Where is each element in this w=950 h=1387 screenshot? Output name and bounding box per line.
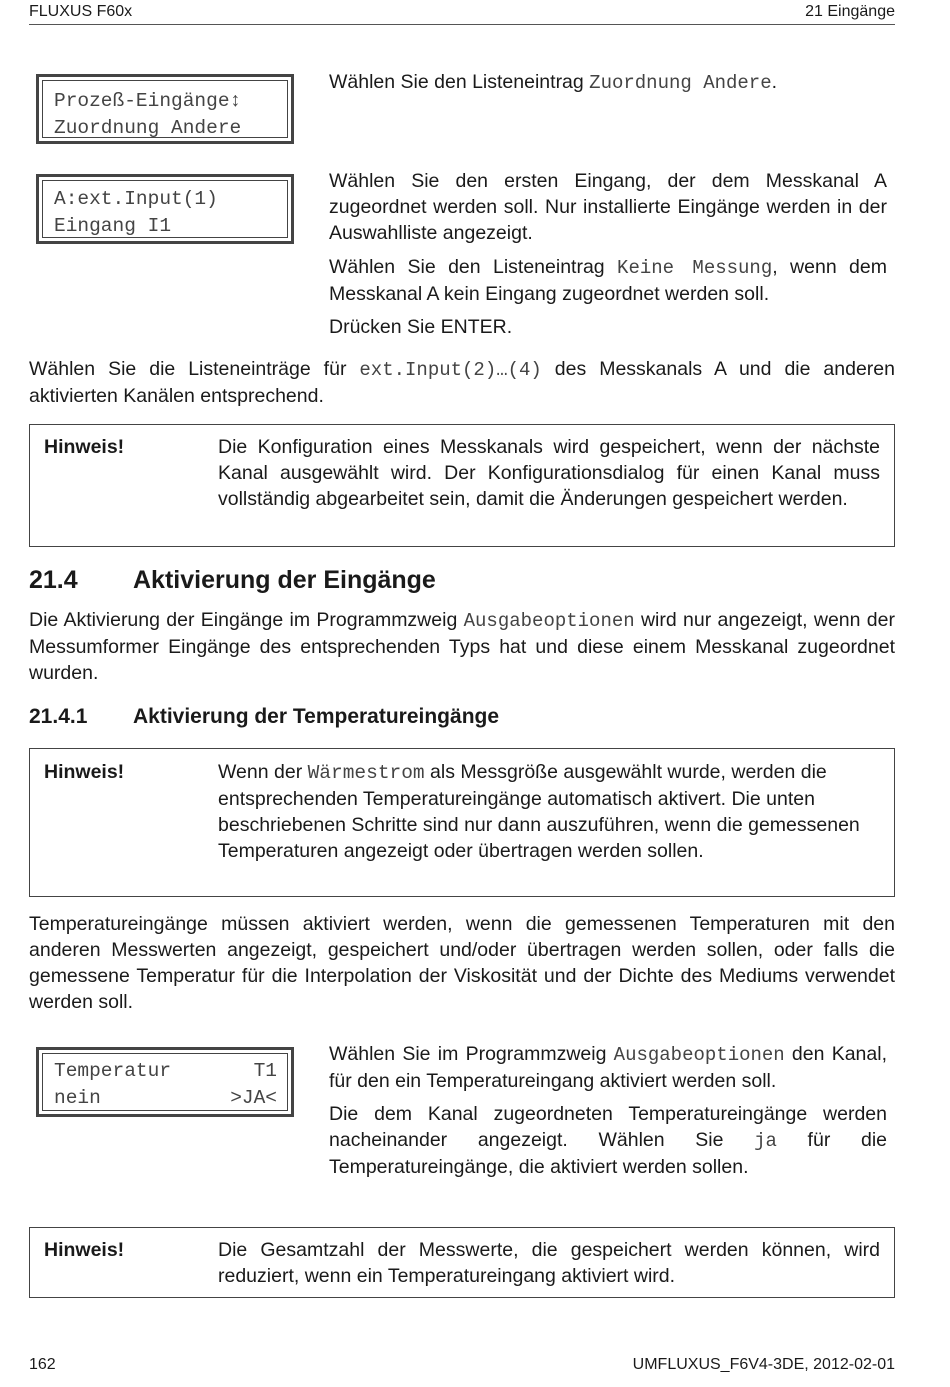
step-text: .	[771, 71, 778, 93]
step-paragraph	[329, 1041, 887, 1094]
step-activate-temperature	[329, 1041, 887, 1180]
step-select-input	[329, 168, 887, 340]
step-paragraph	[329, 1101, 887, 1180]
note-label: Hinweis!	[44, 436, 125, 458]
lcd-display-process-inputs	[36, 74, 294, 144]
section-title: Aktivierung der Eingänge	[133, 566, 436, 594]
step-paragraph	[329, 254, 887, 307]
lcd-value: T1	[253, 1060, 277, 1082]
menu-code: Zuordnung Andere	[589, 72, 772, 94]
step-select-assignment	[329, 69, 889, 96]
note-label: Hinweis!	[44, 1239, 125, 1261]
lcd-display-ext-input	[36, 174, 294, 244]
menu-code: Ausgabeoptionen	[463, 610, 635, 632]
lcd-line-2	[54, 1087, 277, 1109]
step-text: den Kanal, für den ein Temperatureingang aktiviert werden soll.	[329, 1043, 887, 1092]
note-box-configuration	[29, 424, 895, 547]
lcd-line-1: Prozeß-Eingänge↕	[54, 90, 242, 112]
lcd-line-1: A:ext.Input(1)	[54, 188, 218, 210]
page-number: 162	[29, 1356, 56, 1373]
menu-code: ext.Input(2)…(4)	[359, 359, 542, 381]
step-text: für die Temperatureingänge, die aktiviert werden sollen.	[329, 1129, 887, 1178]
subsection-heading	[29, 705, 499, 729]
header-chapter: 21 Eingänge	[805, 3, 895, 20]
step-paragraph: Wählen Sie den ersten Eingang, der dem Messkanal A zugeordnet werden soll. Nur installierte Eingänge werden in der Auswahlliste angezeigt.	[329, 170, 887, 244]
subsection-title: Aktivierung der Temperatureingänge	[133, 705, 500, 728]
section-heading	[29, 566, 436, 595]
step-text: Wählen Sie im Programmzweig	[329, 1043, 614, 1065]
step-paragraph: Drücken Sie ENTER.	[329, 316, 513, 338]
subsection-number: 21.4.1	[29, 705, 88, 728]
paragraph-temperature-inputs: Temperatureingänge müssen aktiviert werden, wenn die gemessenen Temperaturen mit den anderen Messwerten angezeigt, gespeichert und/oder übertragen werden sollen, oder falls die gemessene Temperatur für die Interpolation der Viskosität und der Dichte des Mediums verwendet werden soll.	[29, 913, 895, 1013]
lcd-display-temperature	[36, 1047, 294, 1117]
note-text: Die Gesamtzahl der Messwerte, die gespeichert werden können, wird reduziert, wenn ein Temperatureingang aktiviert wird.	[218, 1239, 880, 1287]
lcd-line-2: Zuordnung Andere	[54, 117, 242, 139]
lcd-label: Temperatur	[54, 1060, 172, 1082]
body-text: Wählen Sie die Listeneinträge für	[29, 358, 360, 380]
note-text-part: als Messgröße ausgewählt wurde, werden die entsprechenden Temperatureingänge automatisch aktivert. Die unten beschriebenen Schritte sind nur dann auszuführen, wenn die gemessenen Temperaturen angezeigt oder übertragen werden sollen.	[218, 761, 860, 862]
body-text: Die Aktivierung der Eingänge im Programmzweig	[29, 609, 464, 631]
note-text	[218, 759, 880, 864]
body-text: wird nur angezeigt, wenn der Messumformer Eingänge des entsprechenden Typs hat und diese einem Messkanal zugeordnet wurden.	[29, 609, 895, 684]
menu-code: ja	[754, 1130, 777, 1152]
lcd-line-2: Eingang I1	[54, 215, 172, 237]
body-text: des Messkanals A und die anderen aktivierten Kanälen entsprechend.	[29, 358, 895, 407]
note-label: Hinweis!	[44, 761, 125, 783]
lcd-line-1	[54, 1060, 277, 1082]
document-id: UMFLUXUS_F6V4-3DE, 2012-02-01	[632, 1356, 895, 1373]
header-product: FLUXUS F60x	[29, 3, 133, 20]
step-text: Wählen Sie den Listeneintrag	[329, 71, 590, 93]
lcd-option-selected: >JA<	[230, 1087, 277, 1109]
header-rule	[29, 24, 895, 25]
paragraph-activation	[29, 607, 895, 686]
step-text: Die dem Kanal zugeordneten Temperatureingänge werden nacheinander angezeigt. Wählen Sie	[329, 1103, 887, 1151]
menu-code: Wärmestrom	[307, 762, 425, 784]
step-text: , wenn dem Messkanal A kein Eingang zugeordnet werden soll.	[329, 256, 887, 305]
paragraph-other-inputs	[29, 356, 895, 409]
note-text: Die Konfiguration eines Messkanals wird gespeichert, wenn der nächste Kanal ausgewählt wird. Der Konfigurationsdialog für einen Kanal muss vollständig abgearbeitet sein, damit die Änderungen gespeichert werden.	[218, 436, 880, 510]
menu-code: Ausgabeoptionen	[613, 1044, 785, 1066]
note-box-heat-flow	[29, 748, 895, 897]
note-text-part: Wenn der	[218, 761, 308, 783]
note-box-storage	[29, 1227, 895, 1298]
menu-code: Keine Messung	[617, 257, 773, 279]
lcd-option: nein	[54, 1087, 101, 1109]
section-number: 21.4	[29, 566, 78, 594]
step-text: Wählen Sie den Listeneintrag	[329, 256, 618, 278]
